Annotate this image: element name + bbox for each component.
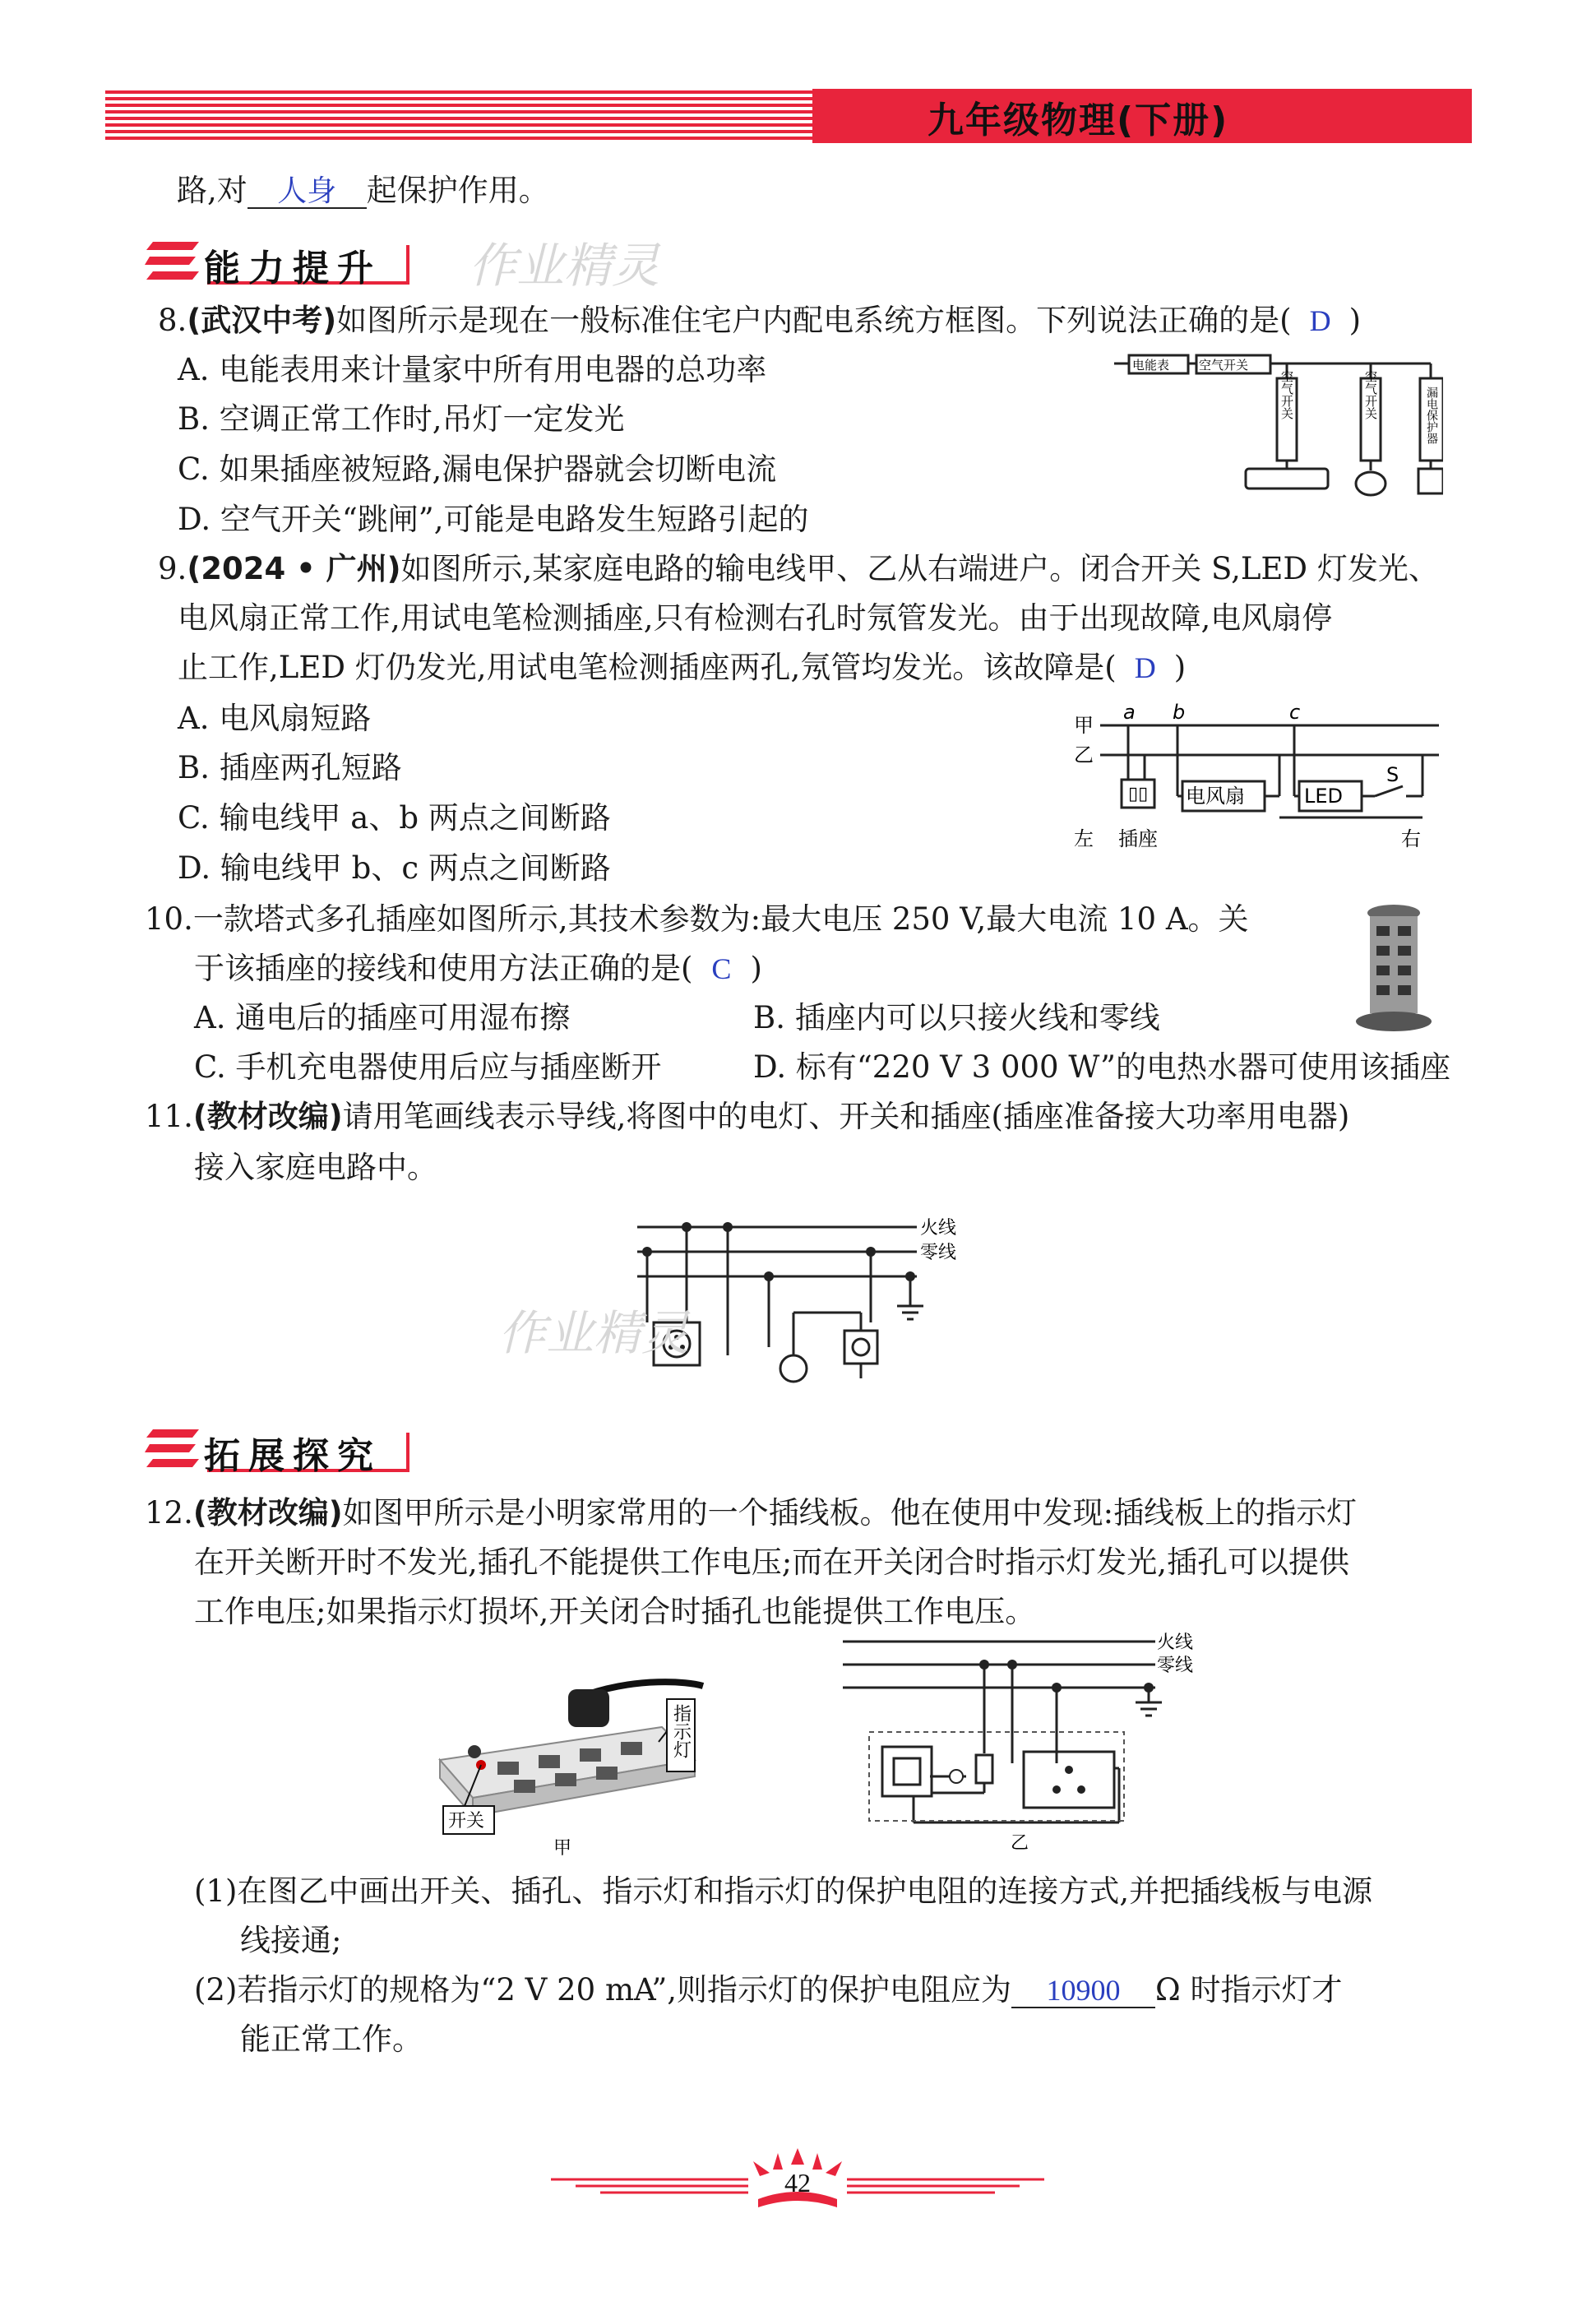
q9-option-d: D. 输电线甲 b、c 两点之间断路 <box>178 850 611 886</box>
q9-option-a: A. 电风扇短路 <box>178 701 372 736</box>
q9-number: 9. <box>158 551 187 586</box>
section-title-ability: 能力提升 <box>204 248 382 289</box>
q10-line2 <box>194 946 762 992</box>
header-band <box>105 89 1472 143</box>
section-header-extend <box>145 1424 416 1475</box>
q12-sub2-line1 <box>194 1967 1342 2013</box>
q8-option-b: B. 空调正常工作时,吊灯一定发光 <box>178 401 625 437</box>
q8-fig-meter: 电能表 <box>1132 358 1170 373</box>
q12-fig-neutral: 零线 <box>1157 1656 1194 1676</box>
watermark-2: 作业精灵 <box>498 1305 690 1361</box>
q10-line2-text: 于该插座的接线和使用方法正确的是( <box>194 951 693 986</box>
q12-sub1-line2: 线接通; <box>240 1923 342 1958</box>
q12-sub2-line2: 能正常工作。 <box>240 2021 423 2057</box>
q11-line2: 接入家庭电路中。 <box>194 1150 437 1185</box>
q8-stem-text: 如图所示是现在一般标准住宅户内配电系统方框图。下列说法正确的是( <box>336 303 1292 338</box>
q9-answer: D <box>1134 651 1156 684</box>
q8-stem <box>158 298 1361 344</box>
q11-number: 11. <box>145 1099 193 1134</box>
q9-line1 <box>158 546 1439 592</box>
q9-option-c: C. 输电线甲 a、b 两点之间断路 <box>178 800 611 836</box>
q11-line1-text: 请用笔画线表示导线,将图中的电灯、开关和插座(插座准备接大功率用电器) <box>342 1099 1350 1134</box>
q12-sub2-suffix: Ω 时指示灯才 <box>1155 1972 1343 2008</box>
q12-sub1-line1: (1)在图乙中画出开关、插孔、指示灯和指示灯的保护电阻的连接方式,并把插线板与电源 <box>194 1873 1373 1909</box>
q9-fig-socket: 插座 <box>1118 827 1158 850</box>
q12-sub2-prefix: (2)若指示灯的规格为“2 V 20 mA”,则指示灯的保护电阻应为 <box>194 1972 1011 2008</box>
q8-close: ) <box>1349 303 1362 338</box>
q9-line2: 电风扇正常工作,用试电笔检测插座,只有检测右孔时氖管发光。由于出现故障,电风扇停 <box>178 600 1333 636</box>
q8-figure <box>1114 345 1443 502</box>
q10-option-d: D. 标有“220 V 3 000 W”的电热水器可使用该插座 <box>753 1049 1450 1085</box>
q8-fig-branch1: 空气开关 <box>1279 370 1294 419</box>
top-line-answer: 人身 <box>277 174 337 207</box>
q9-line3-text: 止工作,LED 灯仍发光,用试电笔检测插座两孔,氖管均发光。该故障是( <box>178 650 1117 685</box>
q12-fig-yi-label: 乙 <box>1011 1833 1029 1854</box>
q12-fig-switch: 开关 <box>448 1811 485 1832</box>
top-line-prefix: 路,对 <box>177 173 247 208</box>
q10-line1-text: 一款塔式多孔插座如图所示,其技术参数为:最大电压 250 V,最大电流 10 A。关 <box>192 901 1249 937</box>
header-stripes <box>105 89 1472 143</box>
q10-line1 <box>145 896 1249 942</box>
q9-fig-socket-holes: ▯▯ <box>1128 784 1149 804</box>
q12-fig-indicator: 指示灯 <box>670 1704 692 1758</box>
q11-fig-live: 火线 <box>920 1218 957 1239</box>
q12-fig-live: 火线 <box>1157 1632 1194 1653</box>
q8-option-d: D. 空气开关“跳闸”,可能是电路发生短路引起的 <box>178 502 809 537</box>
q9-fig-led: LED <box>1304 785 1344 808</box>
q11-source: (教材改编) <box>192 1099 343 1134</box>
q10-option-c: C. 手机充电器使用后应与插座断开 <box>194 1049 662 1085</box>
q12-number: 12. <box>145 1495 193 1531</box>
q9-fig-right: 右 <box>1401 827 1421 850</box>
q12-fig-jia-label: 甲 <box>553 1838 572 1859</box>
q8-number: 8. <box>158 303 187 338</box>
section-title-extend: 拓展探究 <box>204 1435 382 1477</box>
q9-fig-fan: 电风扇 <box>1186 785 1245 808</box>
q10-option-b: B. 插座内可以只接火线和零线 <box>753 1000 1160 1035</box>
q9-fig-yi: 乙 <box>1074 743 1094 766</box>
q8-fig-branch2: 空气开关 <box>1363 370 1378 419</box>
page-number: 42 <box>784 2168 811 2197</box>
header-title: 九年级物理(下册) <box>928 100 1229 141</box>
section-header-ability <box>145 237 416 288</box>
q11-line1 <box>145 1094 1349 1140</box>
q8-fig-air-switch: 空气开关 <box>1199 358 1249 373</box>
q10-close: ) <box>750 951 762 986</box>
q12-line2: 在开关断开时不发光,插孔不能提供工作电压;而在开关闭合时指示灯发光,插孔可以提供 <box>194 1544 1349 1580</box>
q9-close: ) <box>1173 650 1187 685</box>
page-footer <box>543 2148 1052 2214</box>
q10-number: 10. <box>145 901 193 937</box>
q9-fig-b: b <box>1173 701 1186 724</box>
q12-figure-jia <box>423 1669 719 1859</box>
q8-source: (武汉中考) <box>187 303 337 338</box>
q12-source: (教材改编) <box>192 1495 343 1531</box>
q9-fig-jia: 甲 <box>1074 714 1094 737</box>
q9-source: (2024 • 广州) <box>187 551 401 586</box>
top-line-suffix: 起保护作用。 <box>366 173 549 208</box>
q10-option-a: A. 通电后的插座可用湿布擦 <box>194 1000 571 1035</box>
watermark-1: 作业精灵 <box>469 238 660 294</box>
q10-tower-socket-image <box>1349 898 1439 1038</box>
q8-option-c: C. 如果插座被短路,漏电保护器就会切断电流 <box>178 452 777 487</box>
q12-sub2-blank <box>1011 1974 1155 2008</box>
q12-sub2-answer: 10900 <box>1046 1974 1121 2007</box>
q8-fig-protector: 漏电保护器 <box>1425 387 1438 444</box>
q12-line3: 工作电压;如果指示灯损坏,开关闭合时插孔也能提供工作电压。 <box>194 1594 1036 1629</box>
top-line <box>177 168 549 214</box>
q8-option-a: A. 电能表用来计量家中所有用电器的总功率 <box>178 352 767 387</box>
q9-fig-s: S <box>1386 763 1399 786</box>
q9-fig-left: 左 <box>1074 827 1094 850</box>
q11-fig-neutral: 零线 <box>920 1243 957 1263</box>
q9-figure <box>1069 701 1447 857</box>
q12-figure-yi <box>835 1632 1221 1862</box>
q12-line1 <box>145 1490 1357 1536</box>
top-line-blank <box>247 174 367 209</box>
q8-answer: D <box>1309 304 1331 337</box>
q9-line3 <box>178 645 1186 691</box>
q10-answer: C <box>711 952 732 985</box>
q9-fig-c: c <box>1289 701 1301 724</box>
q12-line1-text: 如图甲所示是小明家常用的一个插线板。他在使用中发现:插线板上的指示灯 <box>342 1495 1358 1531</box>
q9-line1-text: 如图所示,某家庭电路的输电线甲、乙从右端进户。闭合开关 S,LED 灯发光、 <box>400 551 1439 586</box>
q9-option-b: B. 插座两孔短路 <box>178 750 402 785</box>
q9-fig-a: a <box>1123 701 1136 724</box>
